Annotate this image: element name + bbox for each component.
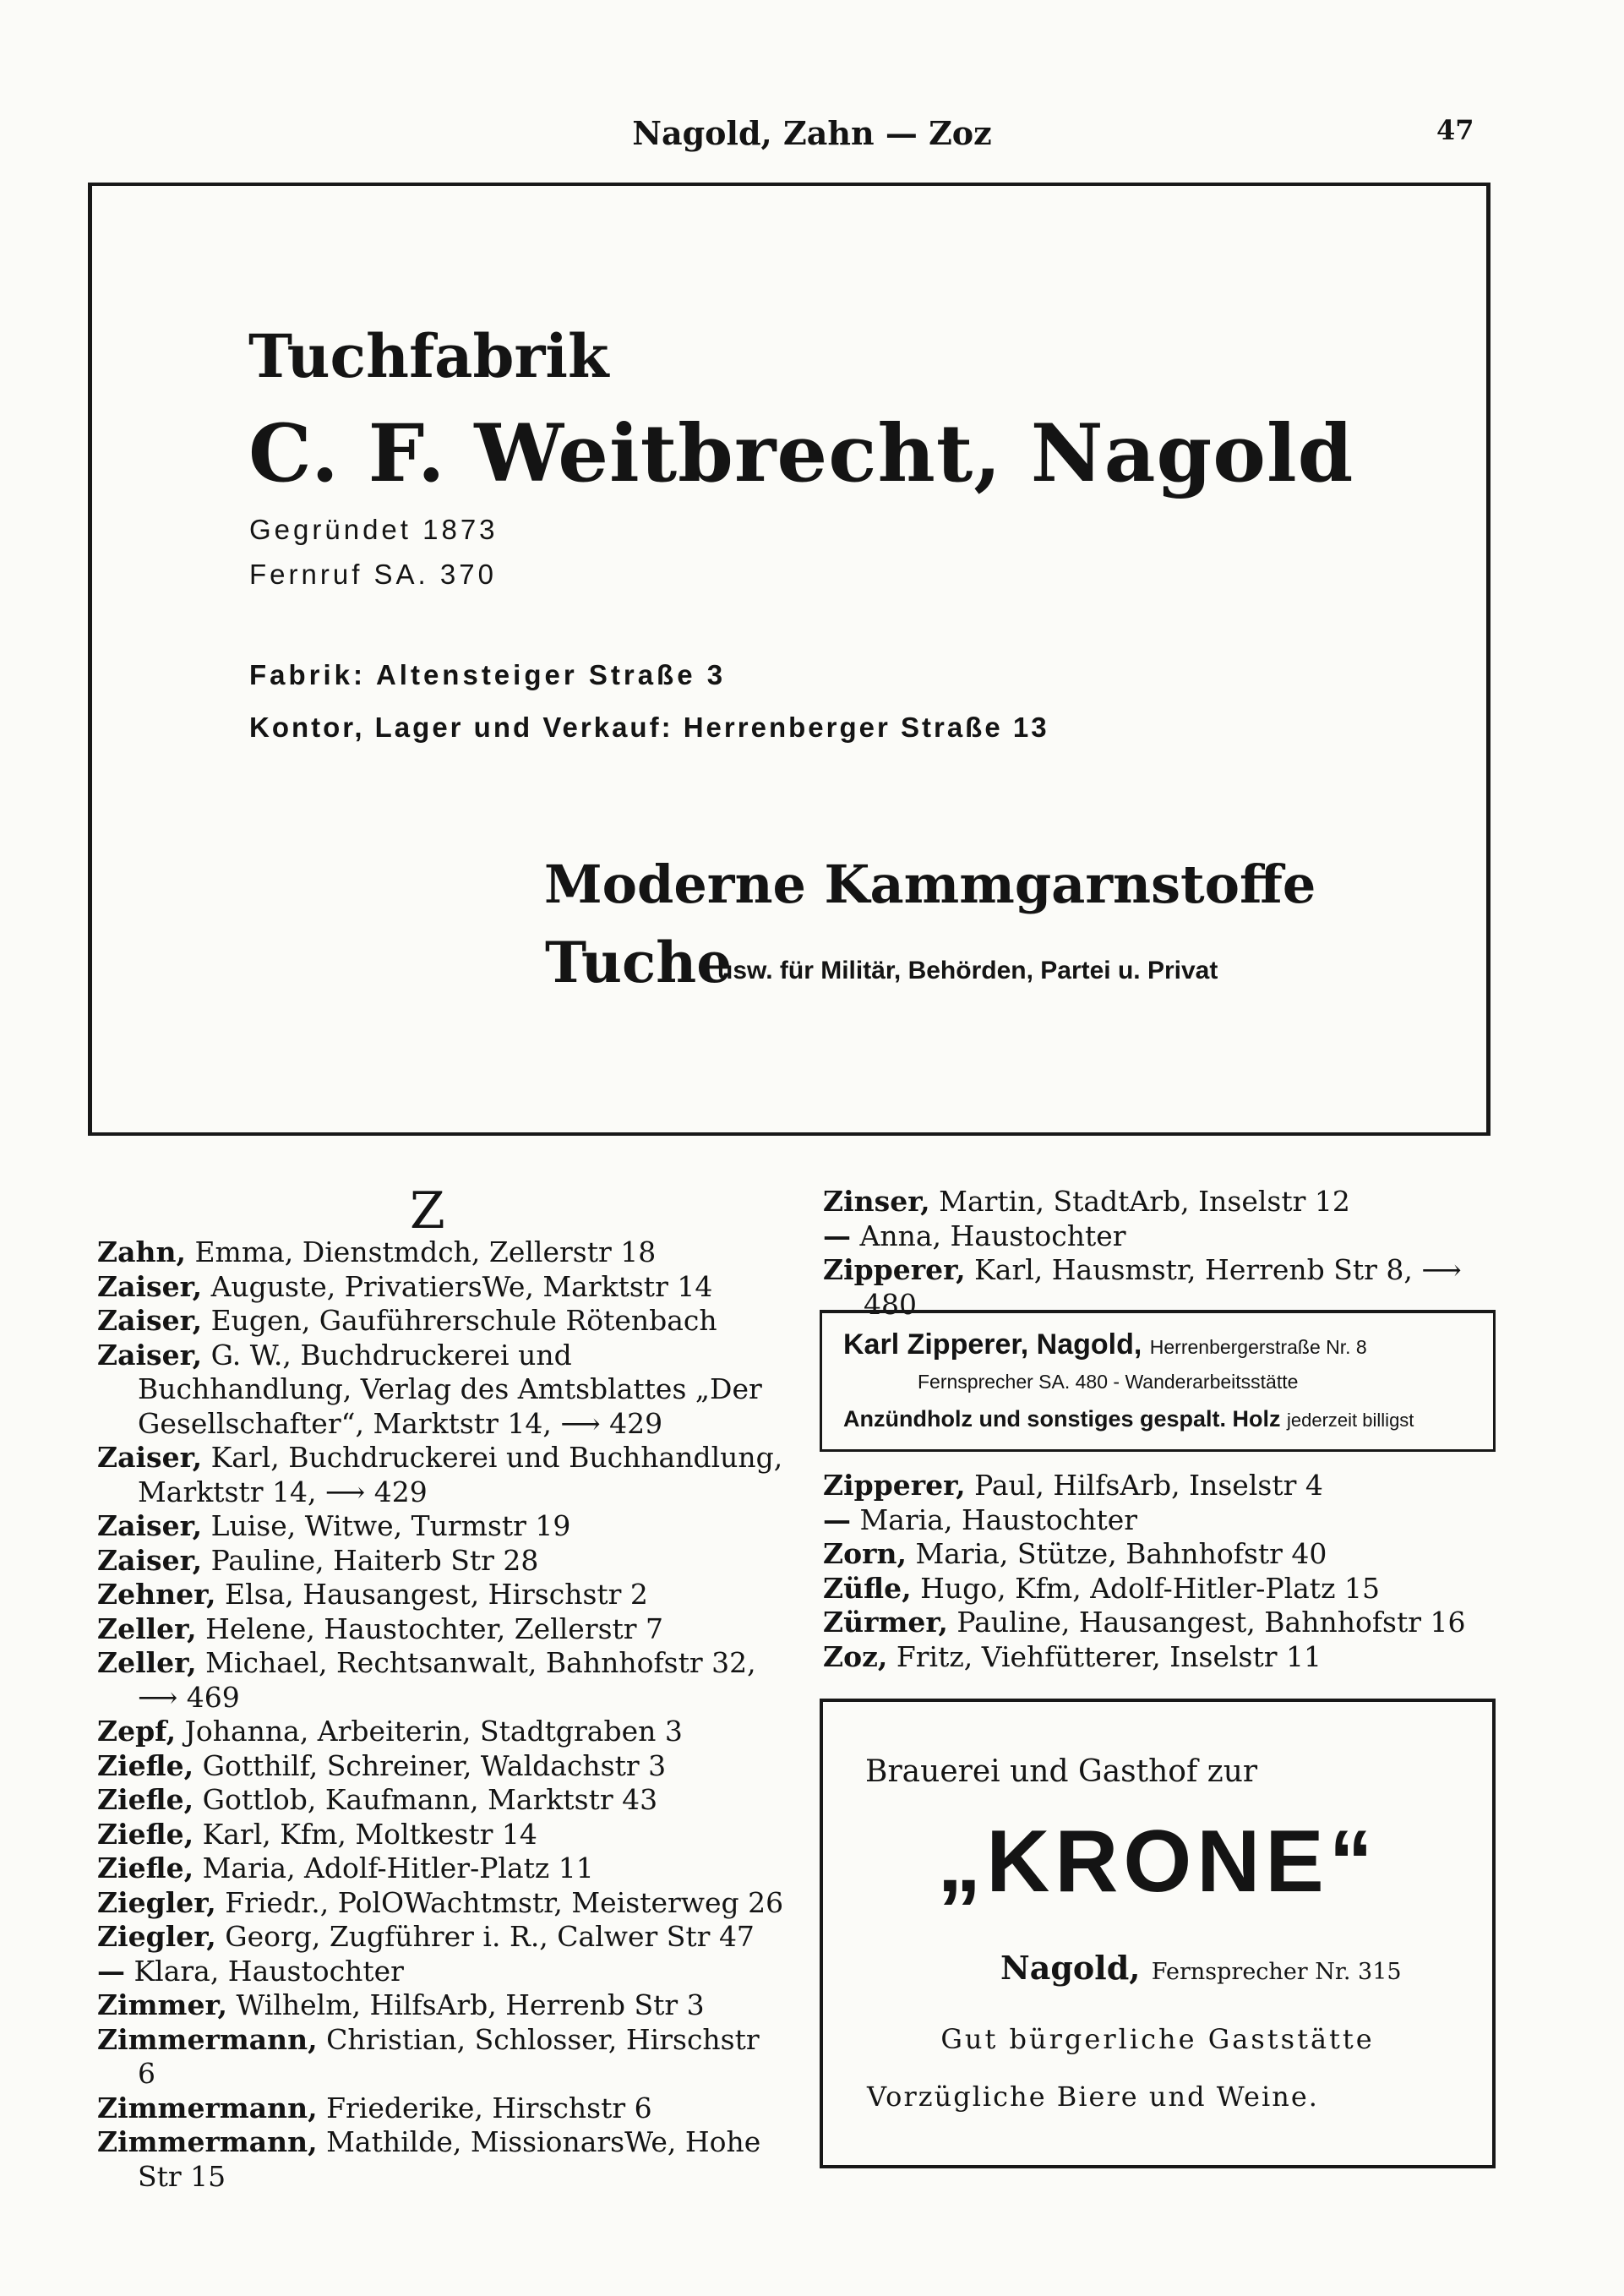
entry-details: Pauline, Haiterb Str 28 — [210, 1543, 539, 1577]
directory-entry — [97, 1339, 786, 1442]
directory-entry — [97, 1235, 786, 1270]
ad-krone-town: Nagold, — [1000, 1949, 1141, 1987]
entry-details: Maria, Stütze, Bahnhofstr 40 — [915, 1537, 1327, 1570]
ad-weitbrecht-founded: Gegründet 1873 — [249, 514, 499, 545]
directory-entry — [97, 2091, 786, 2126]
entry-surname: Zaiser, — [97, 1338, 203, 1372]
entry-surname: Zimmermann, — [97, 2125, 318, 2158]
ad-zipperer-line-1 — [843, 1328, 1367, 1361]
entry-surname: Zinser, — [823, 1185, 930, 1218]
ad-weitbrecht-tagline: Moderne Kammgarnstoffe — [544, 854, 1316, 915]
entry-details: Karl, Hausmstr, Herrenb Str 8, ⟶ 480 — [864, 1253, 1462, 1321]
entry-details: Anna, Haustochter — [859, 1219, 1126, 1252]
entry-details: Maria, Haustochter — [859, 1502, 1138, 1536]
directory-entry — [823, 1469, 1499, 1503]
entry-surname: Zaiser, — [97, 1269, 203, 1303]
directory-entry — [823, 1503, 1499, 1538]
directory-right-column-top — [823, 1185, 1499, 1322]
entry-details: Hugo, Kfm, Adolf-Hitler-Platz 15 — [920, 1571, 1380, 1605]
entry-details: Friedr., PolOWachtmstr, Meisterweg 26 — [225, 1885, 784, 1919]
page-number: 47 — [1436, 114, 1474, 146]
ad-zipperer-name: Karl Zipperer, Nagold, — [843, 1328, 1142, 1361]
directory-entry — [97, 1818, 786, 1852]
entry-surname: Züfle, — [823, 1571, 912, 1605]
entry-details: Karl, Kfm, Moltkestr 14 — [202, 1817, 537, 1851]
directory-left-column — [97, 1235, 786, 2194]
directory-entry — [97, 2023, 786, 2091]
entry-surname: — — [823, 1219, 851, 1252]
ad-weitbrecht-kind: Tuchfabrik — [248, 321, 609, 391]
entry-surname: Zeller, — [97, 1612, 197, 1645]
entry-surname: Zaiser, — [97, 1509, 203, 1542]
entry-details: Gotthilf, Schreiner, Waldachstr 3 — [202, 1748, 667, 1782]
entry-surname: Zimmer, — [97, 1988, 227, 2021]
entry-surname: — — [823, 1502, 851, 1536]
entry-details: Gottlob, Kaufmann, Marktstr 43 — [202, 1783, 658, 1816]
directory-entry — [97, 1715, 786, 1749]
entry-surname: Zaiser, — [97, 1304, 203, 1337]
entry-surname: Zepf, — [97, 1715, 177, 1748]
entry-details: Michael, Rechtsanwalt, Bahnhofstr 32, ⟶ 469 — [138, 1646, 756, 1714]
ad-weitbrecht-factory: Fabrik: Altensteiger Straße 3 — [249, 659, 727, 690]
directory-entry — [97, 1441, 786, 1509]
entry-surname: Zipperer, — [823, 1253, 966, 1286]
directory-entry — [97, 1783, 786, 1818]
entry-details: Friederike, Hirschstr 6 — [326, 2091, 652, 2124]
entry-details: Klara, Haustochter — [134, 1954, 404, 1988]
ad-krone-inn: Gut bürgerliche Gaststätte — [940, 2023, 1375, 2055]
directory-right-column-bottom — [823, 1469, 1499, 1674]
letter-heading: Z — [410, 1181, 445, 1241]
ad-krone-brand: „KRONE“ — [937, 1813, 1378, 1911]
directory-entry — [823, 1219, 1499, 1254]
entry-details: Elsa, Hausangest, Hirschstr 2 — [225, 1578, 648, 1611]
directory-entry — [97, 1852, 786, 1886]
entry-details: Mathilde, MissionarsWe, Hohe Str 15 — [138, 2125, 761, 2193]
entry-surname: Ziefle, — [97, 1748, 194, 1782]
entry-surname: Zipperer, — [823, 1469, 966, 1502]
ad-weitbrecht-cloth-note: usw. für Militär, Behörden, Partei u. Privat — [717, 957, 1218, 984]
entry-surname: Zimmermann, — [97, 2022, 318, 2056]
ad-krone-phone: Fernsprecher Nr. 315 — [1151, 1959, 1402, 1985]
ad-krone-lead: Brauerei und Gasthof zur — [865, 1754, 1258, 1789]
entry-details: Johanna, Arbeiterin, Stadtgraben 3 — [184, 1715, 683, 1748]
entry-details: Pauline, Hausangest, Bahnhofstr 16 — [956, 1606, 1466, 1639]
entry-surname: — — [97, 1954, 125, 1988]
directory-entry — [823, 1185, 1499, 1219]
entry-details: Wilhelm, HilfsArb, Herrenb Str 3 — [236, 1988, 705, 2021]
entry-details: Eugen, Gauführerschule Rötenbach — [210, 1304, 717, 1337]
ad-zipperer-product-note: jederzeit billigst — [1287, 1410, 1414, 1431]
ad-zipperer-product: Anzündholz und sonstiges gespalt. Holz — [843, 1406, 1281, 1432]
entry-surname: Zoz, — [823, 1639, 888, 1673]
ad-zipperer — [820, 1310, 1496, 1452]
directory-entry — [97, 1988, 786, 2023]
entry-surname: Ziefle, — [97, 1783, 194, 1816]
entry-details: Georg, Zugführer i. R., Calwer Str 47 — [225, 1920, 755, 1953]
directory-entry — [823, 1640, 1499, 1675]
entry-details: Paul, HilfsArb, Inselstr 4 — [974, 1469, 1323, 1502]
ad-zipperer-address: Herrenbergerstraße Nr. 8 — [1149, 1336, 1367, 1358]
entry-details: G. W., Buchdruckerei und Buchhandlung, Verlag des Amtsblattes „Der Gesellschafter“, Marktstr 14, ⟶ 429 — [138, 1338, 762, 1440]
directory-entry — [97, 1886, 786, 1921]
entry-surname: Ziegler, — [97, 1885, 216, 1919]
entry-surname: Ziegler, — [97, 1920, 216, 1953]
directory-entry — [97, 1304, 786, 1339]
entry-surname: Zorn, — [823, 1537, 907, 1570]
entry-surname: Zahn, — [97, 1235, 186, 1268]
entry-details: Maria, Adolf-Hitler-Platz 11 — [202, 1852, 594, 1884]
entry-surname: Zaiser, — [97, 1543, 203, 1577]
ad-zipperer-line-3 — [843, 1406, 1414, 1432]
directory-entry — [97, 1749, 786, 1784]
ad-weitbrecht-cloth: Tuche — [545, 930, 733, 995]
entry-surname: Zeller, — [97, 1646, 197, 1679]
entry-details: Helene, Haustochter, Zellerstr 7 — [205, 1612, 664, 1645]
directory-entry — [97, 1270, 786, 1305]
ad-weitbrecht-office: Kontor, Lager und Verkauf: Herrenberger Straße 13 — [249, 712, 1049, 743]
directory-entry — [97, 2125, 786, 2194]
entry-details: Christian, Schlosser, Hirschstr 6 — [138, 2022, 760, 2090]
running-head: Nagold, Zahn — Zoz — [632, 114, 992, 152]
directory-entry — [97, 1612, 786, 1647]
entry-details: Fritz, Viehfütterer, Inselstr 11 — [896, 1639, 1322, 1673]
ad-krone-beer: Vorzügliche Biere und Weine. — [867, 2081, 1319, 2113]
directory-entry — [97, 1578, 786, 1612]
directory-entry — [97, 1646, 786, 1715]
directory-entry — [823, 1572, 1499, 1606]
ad-weitbrecht — [88, 183, 1490, 1136]
entry-surname: Ziefle, — [97, 1852, 194, 1884]
ad-weitbrecht-phone: Fernruf SA. 370 — [249, 559, 497, 590]
entry-details: Auguste, PrivatiersWe, Marktstr 14 — [210, 1269, 713, 1303]
ad-krone — [820, 1699, 1496, 2168]
entry-details: Emma, Dienstmdch, Zellerstr 18 — [194, 1235, 657, 1268]
entry-details: Martin, StadtArb, Inselstr 12 — [939, 1185, 1350, 1218]
entry-surname: Zürmer, — [823, 1606, 948, 1639]
entry-surname: Zehner, — [97, 1578, 216, 1611]
entry-details: Luise, Witwe, Turmstr 19 — [210, 1509, 571, 1542]
directory-entry — [823, 1606, 1499, 1640]
directory-entry — [97, 1955, 786, 1989]
ad-krone-place — [1000, 1949, 1402, 1987]
directory-entry — [823, 1537, 1499, 1572]
entry-surname: Ziefle, — [97, 1817, 194, 1851]
directory-entry — [97, 1544, 786, 1579]
entry-surname: Zimmermann, — [97, 2091, 318, 2124]
entry-surname: Zaiser, — [97, 1441, 203, 1474]
entry-details: Karl, Buchdruckerei und Buchhandlung, Marktstr 14, ⟶ 429 — [138, 1441, 783, 1508]
ad-weitbrecht-name: C. F. Weitbrecht, Nagold — [248, 407, 1354, 500]
ad-zipperer-phone: Fernsprecher SA. 480 - Wanderarbeitsstätte — [918, 1371, 1299, 1393]
directory-entry — [97, 1509, 786, 1544]
directory-entry — [97, 1920, 786, 1955]
